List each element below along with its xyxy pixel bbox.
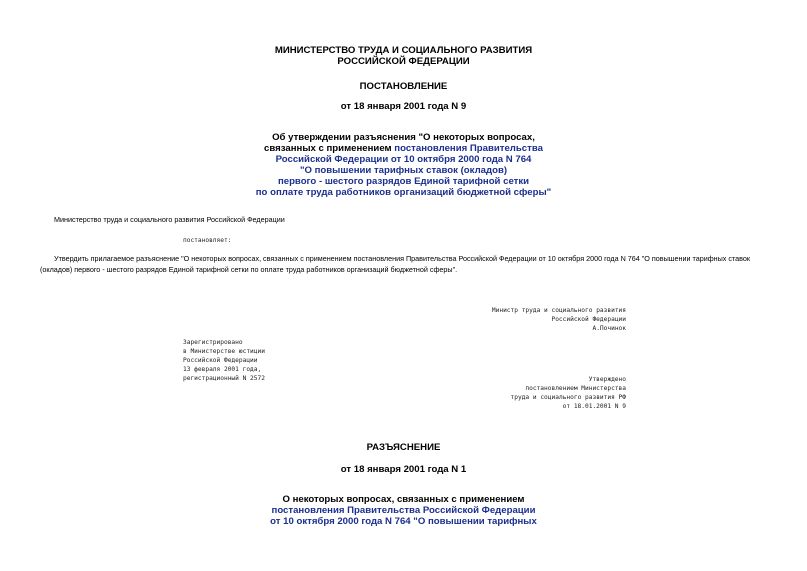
title-link-line-6[interactable]: по оплате труда работников организаций бюджетной сферы" [255, 187, 552, 198]
registration-line-3: Российской Федерации [183, 357, 258, 364]
title-link-line-5[interactable]: первого - шестого разрядов Единой тарифной сетки [277, 176, 530, 187]
signature-line-1: Министр труда и социального развития [491, 307, 626, 314]
title-link-line-4[interactable]: "О повышении тарифных ставок (окладов) [299, 165, 508, 176]
explanation-title-line-1: О некоторых вопросах, связанных с применением [282, 494, 525, 505]
explanation-title-link-line-2[interactable]: постановления Правительства Российской Федерации [271, 505, 536, 516]
document-date: от 18 января 2001 года N 9 [340, 101, 467, 112]
paragraph-line-2: (окладов) первого - шестого разрядов Единой тарифной сетки по оплате труда работников организаций бюджетной сферы". [40, 265, 458, 274]
registration-line-5: регистрационный N 2572 [183, 375, 265, 382]
title-line-1: Об утверждении разъяснения "О некоторых вопросах, [272, 132, 535, 143]
minister-signature [492, 306, 626, 333]
title-link-government-decree[interactable]: постановления Правительства [394, 143, 543, 154]
title-line-2 [0, 143, 807, 154]
signature-line-3: А.Починок [592, 325, 626, 332]
signature-line-2: Российской Федерации [551, 316, 626, 323]
postanovlyaet-label: постановляет: [183, 237, 232, 244]
paragraph-line-1: Утвердить прилагаемое разъяснение "О некоторых вопросах, связанных с применением постановления Правительства Российской Федерации от 10 октября 2000 года N 764 "О повышении тарифных ставок [54, 254, 751, 263]
ministry-line-1: МИНИСТЕРСТВО ТРУДА И СОЦИАЛЬНОГО РАЗВИТИЯ [274, 45, 533, 56]
registration-note [183, 338, 265, 383]
preamble: Министерство труда и социального развития Российской Федерации [54, 215, 285, 224]
explanation-type: РАЗЪЯСНЕНИЕ [366, 442, 441, 453]
ministry-line-2: РОССИЙСКОЙ ФЕДЕРАЦИИ [337, 56, 470, 67]
title-line-2-text: связанных с применением [264, 143, 395, 154]
resolution-paragraph [40, 253, 782, 275]
approval-line-4: от 18.01.2001 N 9 [562, 403, 626, 410]
registration-line-4: 13 февраля 2001 года, [183, 366, 262, 373]
document-title [0, 132, 807, 198]
registration-line-2: в Министерстве юстиции [183, 348, 265, 355]
approval-note [511, 375, 626, 411]
document-type: ПОСТАНОВЛЕНИЕ [359, 81, 448, 92]
approval-line-3: труда и социального развития РФ [510, 394, 626, 401]
approval-line-2: постановлением Министерства [525, 385, 626, 392]
explanation-title-link-line-3[interactable]: от 10 октября 2000 года N 764 "О повышении тарифных [270, 516, 537, 527]
registration-line-1: Зарегистрировано [183, 339, 243, 346]
explanation-date: от 18 января 2001 года N 1 [340, 464, 467, 475]
title-link-line-3[interactable]: Российской Федерации от 10 октября 2000 года N 764 [275, 154, 532, 165]
explanation-title [0, 494, 807, 527]
approval-line-1: Утверждено [588, 376, 626, 383]
ministry-heading [0, 45, 807, 67]
